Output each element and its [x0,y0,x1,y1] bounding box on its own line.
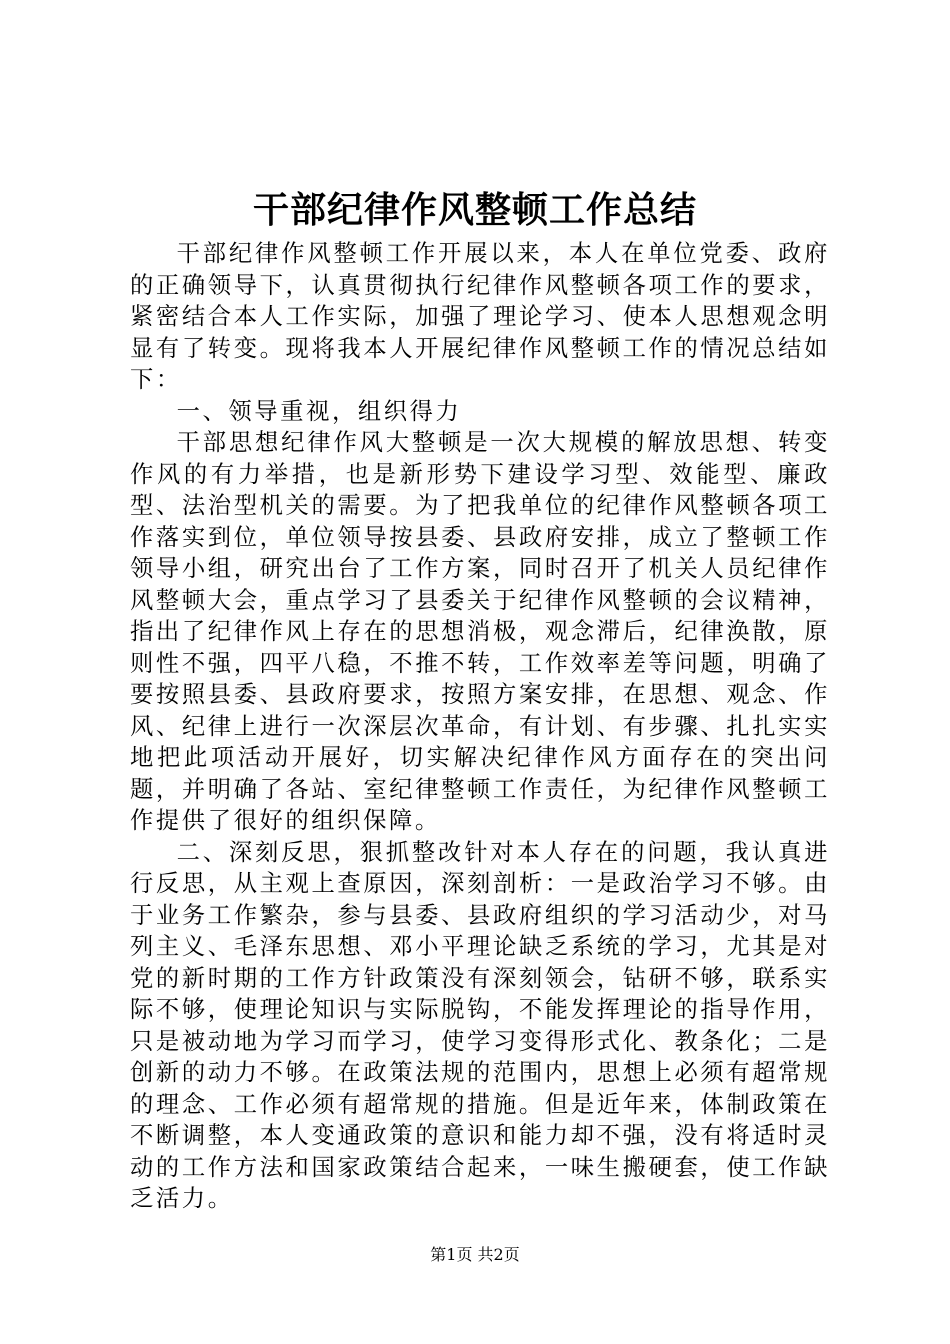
page-number: 第1页 共2页 [430,1245,520,1264]
section-heading-1: 一、领导重视，组织得力 [176,397,462,425]
document-title: 干部纪律作风整顿工作总结 [252,189,697,231]
document-body [130,238,830,1215]
paragraph-section-2: 二、深刻反思，狠抓整改针对本人存在的问题，我认真进行反思，从主观上查原因，深刻剖析：一是政治学习不够。由于业务工作繁杂，参与县委、县政府组织的学习活动少，对马列主义、毛泽东思想、邓小平理论缺乏系统的学习，尤其是对党的新时期的工作方针政策没有深刻领会，钻研不够，联系实际不够，使理论知识与实际脱钩，不能发挥理论的指导作用，只是被动地为学习而学习，使学习变得形式化、教条化；二是创新的动力不够。在政策法规的范围内，思想上必须有超常规的理念、工作必须有超常规的措施。但是近年来，体制政策在不断调整，本人变通政策的意识和能力却不强，没有将适时灵动的工作方法和国家政策结合起来，一味生搬硬套，使工作缺乏活力。 [130,838,830,1212]
paragraph-intro: 干部纪律作风整顿工作开展以来，本人在单位党委、政府的正确领导下，认真贯彻执行纪律作风整顿各项工作的要求，紧密结合本人工作实际，加强了理论学习、使本人思想观念明显有了转变。现将我本人开展纪律作风整顿工作的情况总结如下： [130,240,830,393]
paragraph-section-1: 干部思想纪律作风大整顿是一次大规模的解放思想、转变作风的有力举措，也是新形势下建设学习型、效能型、廉政型、法治型机关的需要。为了把我单位的纪律作风整顿各项工作落实到位，单位领导按县委、县政府安排，成立了整顿工作领导小组，研究出台了工作方案，同时召开了机关人员纪律作风整顿大会，重点学习了县委关于纪律作风整顿的会议精神，指出了纪律作风上存在的思想消极，观念滞后，纪律涣散，原则性不强，四平八稳，不推不转，工作效率差等问题，明确了要按照县委、县政府要求，按照方案安排，在思想、观念、作风、纪律上进行一次深层次革命，有计划、有步骤、扎扎实实地把此项活动开展好，切实解决纪律作风方面存在的突出问题，并明确了各站、室纪律整顿工作责任，为纪律作风整顿工作提供了很好的组织保障。 [130,429,830,834]
